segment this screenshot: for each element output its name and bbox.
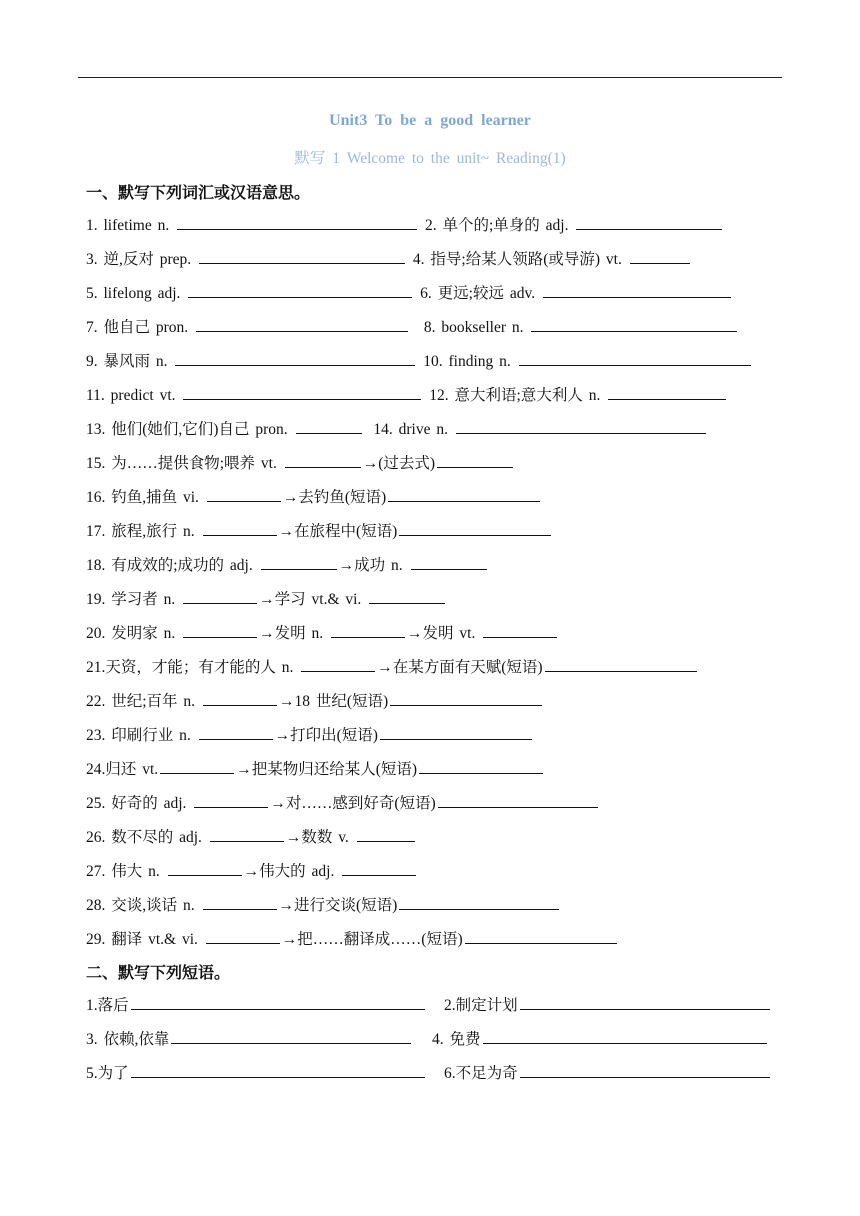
vocab-row (86, 621, 559, 643)
vocab-row (86, 791, 600, 813)
answer-blank[interactable] (131, 995, 425, 1010)
derived-prompt: →发明 n. (259, 625, 324, 642)
vocab-row (86, 349, 753, 371)
phrase-item (444, 993, 772, 1015)
answer-blank[interactable] (465, 929, 617, 944)
answer-blank[interactable] (194, 793, 268, 808)
vocab-row (86, 247, 692, 269)
answer-blank[interactable] (199, 725, 273, 740)
vocab-row (86, 213, 724, 235)
vocab-prompt: 9. 暴风雨 n. (86, 353, 168, 370)
vocab-prompt: 29. 翻译 vt.& vi. (86, 931, 198, 948)
answer-blank[interactable] (388, 487, 540, 502)
derived-prompt: →在某方面有天赋(短语) (377, 659, 543, 676)
derived-prompt: →伟大的 adj. (243, 863, 335, 880)
answer-blank[interactable] (390, 691, 542, 706)
vocab-prompt: 17. 旅程,旅行 n. (86, 523, 195, 540)
answer-blank[interactable] (438, 793, 598, 808)
phrase-item (86, 1027, 413, 1049)
answer-blank[interactable] (203, 895, 277, 910)
answer-blank[interactable] (301, 657, 375, 672)
vocab-prompt: 8. bookseller n. (423, 319, 524, 336)
answer-blank[interactable] (207, 487, 281, 502)
answer-blank[interactable] (576, 215, 722, 230)
phrase-prompt: 2.制定计划 (444, 997, 518, 1014)
vocab-row (86, 893, 561, 915)
vocab-row (86, 655, 699, 677)
vocab-prompt: 2. 单个的;单身的 adj. (424, 217, 569, 234)
answer-blank[interactable] (531, 317, 737, 332)
derived-prompt: →去钓鱼(短语) (282, 489, 387, 506)
answer-blank[interactable] (261, 555, 337, 570)
answer-blank[interactable] (437, 453, 513, 468)
vocab-prompt: 27. 伟大 n. (86, 863, 160, 880)
section-heading-phrases: 二、默写下列短语。 (86, 963, 231, 982)
vocab-prompt: 11. predict vt. (86, 387, 176, 404)
answer-blank[interactable] (342, 861, 416, 876)
vocab-prompt: 4. 指导;给某人领路(或导游) vt. (412, 251, 622, 268)
answer-blank[interactable] (131, 1063, 425, 1078)
vocab-prompt: 3. 逆,反对 prep. (86, 251, 192, 268)
answer-blank[interactable] (171, 1029, 411, 1044)
derived-prompt: →成功 n. (338, 557, 403, 574)
phrase-item (86, 1061, 427, 1083)
derived-prompt: →对……感到好奇(短语) (270, 795, 436, 812)
answer-blank[interactable] (210, 827, 284, 842)
vocab-prompt: 19. 学习者 n. (86, 591, 176, 608)
phrase-prompt: 6.不足为奇 (444, 1065, 518, 1082)
vocab-row (86, 485, 542, 507)
derived-prompt: →在旅程中(短语) (278, 523, 398, 540)
answer-blank[interactable] (183, 623, 257, 638)
vocab-prompt: 18. 有成效的;成功的 adj. (86, 557, 253, 574)
answer-blank[interactable] (483, 1029, 767, 1044)
vocab-prompt: 28. 交谈,谈话 n. (86, 897, 195, 914)
vocab-prompt: 12. 意大利语;意大利人 n. (429, 387, 601, 404)
answer-blank[interactable] (168, 861, 242, 876)
vocab-row (86, 587, 447, 609)
phrase-item (444, 1061, 772, 1083)
derived-prompt: →数数 v. (285, 829, 349, 846)
answer-blank[interactable] (206, 929, 280, 944)
answer-blank[interactable] (331, 623, 405, 638)
header-rule (78, 77, 782, 78)
answer-blank[interactable] (543, 283, 731, 298)
vocab-row (86, 519, 553, 541)
answer-blank[interactable] (357, 827, 415, 842)
vocab-row (86, 689, 544, 711)
phrase-prompt: 1.落后 (86, 997, 129, 1014)
vocab-row (86, 859, 418, 881)
vocab-prompt: 26. 数不尽的 adj. (86, 829, 202, 846)
vocab-prompt: 14. drive n. (373, 421, 448, 438)
answer-blank[interactable] (419, 759, 543, 774)
derived-prompt: →打印出(短语) (274, 727, 378, 744)
phrase-item (432, 1027, 769, 1049)
answer-blank[interactable] (188, 283, 412, 298)
answer-blank[interactable] (483, 623, 557, 638)
answer-blank[interactable] (520, 1063, 770, 1078)
answer-blank[interactable] (608, 385, 726, 400)
answer-blank[interactable] (199, 249, 405, 264)
derived-prompt: →学习 vt.& vi. (259, 591, 362, 608)
phrase-prompt: 5.为了 (86, 1065, 129, 1082)
vocab-prompt: 5. lifelong adj. (86, 285, 181, 302)
vocab-prompt: 13. 他们(她们,它们)自己 pron. (86, 421, 288, 438)
answer-blank[interactable] (175, 351, 415, 366)
answer-blank[interactable] (520, 995, 770, 1010)
answer-blank[interactable] (380, 725, 532, 740)
vocab-prompt: 20. 发明家 n. (86, 625, 176, 642)
answer-blank[interactable] (296, 419, 362, 434)
vocab-prompt: 1. lifetime n. (86, 217, 170, 234)
vocab-prompt: 6. 更远;较远 adv. (420, 285, 536, 302)
answer-blank[interactable] (196, 317, 408, 332)
vocab-prompt: 25. 好奇的 adj. (86, 795, 187, 812)
vocab-row (86, 757, 545, 779)
vocab-row (86, 553, 489, 575)
vocab-row (86, 723, 534, 745)
answer-blank[interactable] (183, 589, 257, 604)
answer-blank[interactable] (177, 215, 417, 230)
vocab-prompt: 15. 为……提供食物;喂养 vt. (86, 455, 277, 472)
derived-prompt: →发明 vt. (407, 625, 476, 642)
answer-blank[interactable] (399, 895, 559, 910)
vocab-row (86, 927, 619, 949)
vocab-row (86, 417, 708, 439)
vocab-row (86, 281, 733, 303)
derived-prompt: →进行交谈(短语) (278, 897, 398, 914)
page-title: Unit3 To be a good learner (329, 112, 531, 129)
section-heading-vocabulary: 一、默写下列词汇或汉语意思。 (86, 183, 311, 202)
answer-blank[interactable] (369, 589, 445, 604)
phrase-prompt: 4. 免费 (432, 1031, 481, 1048)
answer-blank[interactable] (399, 521, 551, 536)
phrase-item (86, 993, 427, 1015)
vocab-row (86, 451, 515, 473)
vocab-prompt: 24.归还 vt. (86, 761, 159, 778)
answer-blank[interactable] (456, 419, 706, 434)
answer-blank[interactable] (203, 691, 277, 706)
vocab-prompt: 23. 印刷行业 n. (86, 727, 191, 744)
answer-blank[interactable] (183, 385, 421, 400)
answer-blank[interactable] (545, 657, 697, 672)
vocab-row (86, 383, 728, 405)
answer-blank[interactable] (411, 555, 487, 570)
answer-blank[interactable] (160, 759, 234, 774)
vocab-prompt: 16. 钓鱼,捕鱼 vi. (86, 489, 199, 506)
derived-prompt: →18 世纪(短语) (278, 693, 389, 710)
vocab-prompt: 21.天资，才能；有才能的人 n. (86, 659, 294, 676)
page-subtitle: 默写 1 Welcome to the unit~ Reading(1) (294, 150, 566, 167)
answer-blank[interactable] (203, 521, 277, 536)
derived-prompt: →(过去式) (362, 455, 436, 472)
phrase-prompt: 3. 依赖,依靠 (86, 1031, 170, 1048)
vocab-prompt: 10. finding n. (423, 353, 511, 370)
vocab-prompt: 7. 他自己 pron. (86, 319, 189, 336)
vocab-prompt: 22. 世纪;百年 n. (86, 693, 196, 710)
vocab-row (86, 825, 417, 847)
answer-blank[interactable] (519, 351, 751, 366)
vocab-row (86, 315, 739, 337)
answer-blank[interactable] (630, 249, 690, 264)
derived-prompt: →把……翻译成……(短语) (281, 931, 463, 948)
derived-prompt: →把某物归还给某人(短语) (236, 761, 418, 778)
answer-blank[interactable] (285, 453, 361, 468)
